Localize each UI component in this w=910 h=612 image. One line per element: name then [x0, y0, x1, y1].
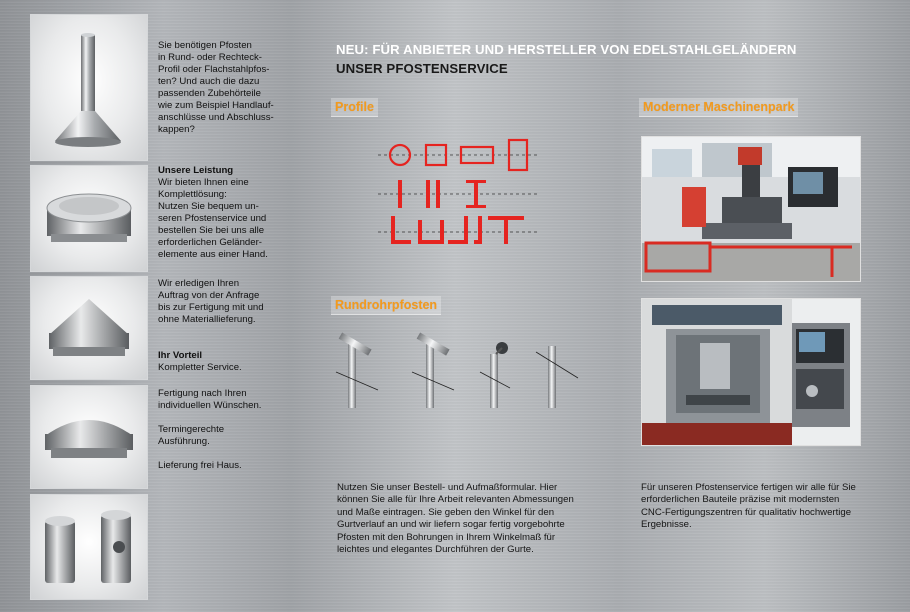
right-body-text: Für unseren Pfostenservice fertigen wir alle für Sie erforderlichen Bauteile präzise mit modernsten CNC-Fertigungszentren für qualitativ hochwertige Ergebnisse.	[641, 482, 856, 531]
fertigung-text: Fertigung nach Ihren individuellen Wünschen.	[158, 388, 262, 411]
cnc-center-photo	[641, 298, 861, 446]
maschinen-section-label: Moderner Maschinenpark	[639, 98, 798, 117]
leistung-block: Unsere Leistung Wir bieten Ihnen eine Komplettlösung: Nutzen Sie bequem un- seren Pfostenservice und bestellen Sie bei uns alle erforderlichen Geländer- elemente aus einer Hand.	[158, 165, 280, 261]
milling-machine-photo	[641, 136, 861, 282]
leistung-heading: Unsere Leistung	[158, 165, 234, 176]
vorteil-heading: Ihr Vorteil	[158, 350, 203, 361]
tube-connector-image	[30, 494, 148, 600]
page-headline	[336, 40, 856, 78]
vorteil-block: Ihr Vorteil Kompletter Service.	[158, 350, 280, 374]
profile-shapes-diagram	[378, 136, 538, 248]
auftrag-text: Wir erledigen Ihren Auftrag von der Anfrage bis zur Fertigung mit und ohne Materiallieferung.	[158, 278, 264, 325]
profile-section-label: Profile	[331, 98, 378, 117]
lieferung-text: Lieferung frei Haus.	[158, 460, 242, 471]
pointed-end-cap-image	[30, 276, 148, 380]
post-foot-image	[30, 14, 148, 161]
termin-text: Termingerechte Ausführung.	[158, 424, 225, 447]
flat-end-cap-image	[30, 165, 148, 272]
headline-line2: UNSER PFOSTENSERVICE	[336, 61, 508, 76]
round-post-drawings	[334, 332, 594, 414]
rundrohr-section-label: Rundrohrpfosten	[331, 296, 441, 315]
headline-line1: NEU: FÜR ANBIETER UND HERSTELLER VON EDELSTAHLGELÄNDERN	[336, 42, 797, 57]
intro-text: Sie benötigen Pfosten in Rund- oder Rechteck- Profil oder Flachstahlpfos- ten? Und auch die dazu passenden Zubehörteile wie zum Beispiel Handlauf- anschlüsse und Abschluss- kappen?	[158, 40, 274, 135]
middle-body-text: Nutzen Sie unser Bestell- und Aufmaßformular. Hier können Sie alle für Ihre Arbeit relevanten Abmessungen und Maße eintragen. Sie geben den Winkel für den Gurtverlauf an und wir liefern sogar fertig vorgebohrte Pfosten mit den Bohrungen in Ihrem Winkelmaß für leichtes und elegantes Durchführen der Gurte.	[337, 482, 574, 556]
domed-end-cap-image	[30, 385, 148, 489]
product-thumbnail-strip	[0, 0, 155, 612]
